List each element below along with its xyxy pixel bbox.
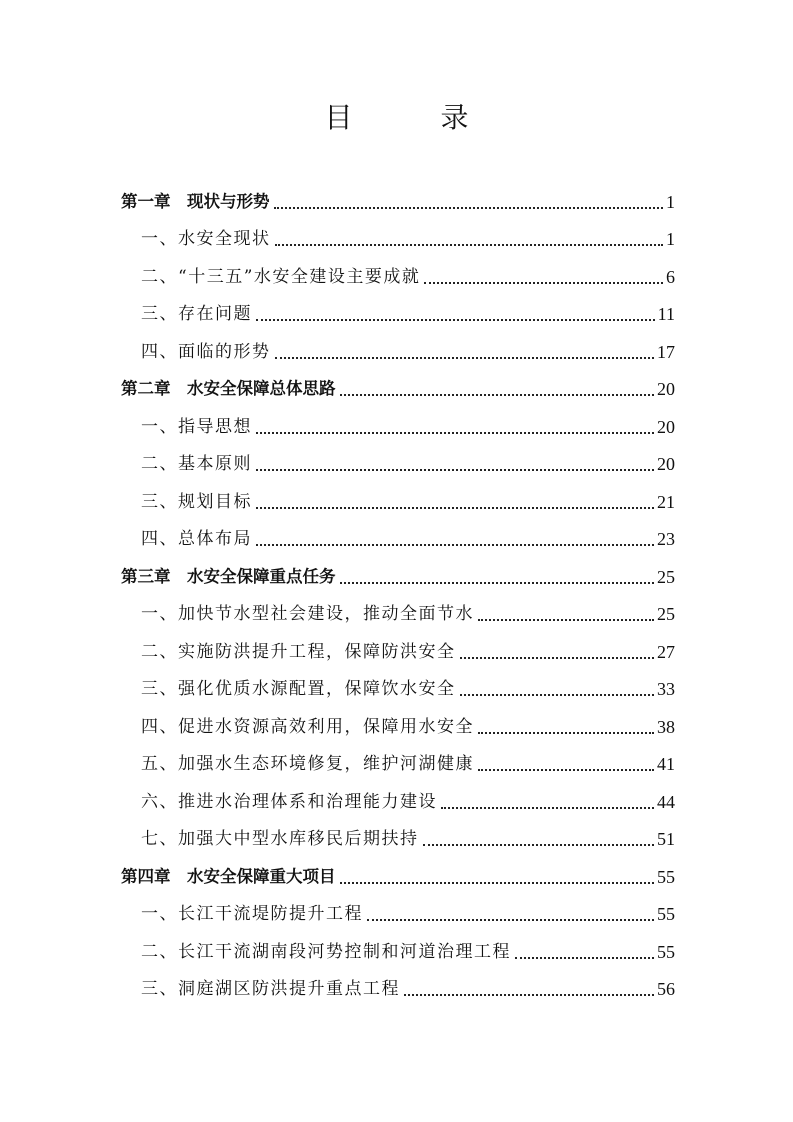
toc-page-number: 1 <box>666 229 675 249</box>
toc-section-entry[interactable] <box>121 401 675 439</box>
toc-section-entry[interactable] <box>121 626 675 664</box>
toc-entry-label: 七、加强大中型水库移民后期扶持 <box>141 829 419 849</box>
dot-leader <box>367 919 654 921</box>
toc-page-number: 27 <box>657 641 675 662</box>
table-of-contents <box>121 176 675 1001</box>
toc-page-number: 56 <box>657 979 675 999</box>
toc-entry-label: 四、总体布局 <box>141 529 252 549</box>
toc-entry-label: 一、长江干流堤防提升工程 <box>141 904 363 924</box>
toc-chapter-entry[interactable] <box>121 364 675 402</box>
toc-chapter-entry[interactable] <box>121 176 675 214</box>
toc-entry-label: 五、加强水生态环境修复，维护河湖健康 <box>141 754 474 774</box>
toc-section-entry[interactable] <box>121 926 675 964</box>
dot-leader <box>340 882 655 884</box>
toc-section-entry[interactable] <box>121 326 675 364</box>
dot-leader <box>423 844 655 846</box>
toc-entry-label: 一、指导思想 <box>141 416 252 437</box>
toc-page-number: 20 <box>657 379 675 399</box>
toc-section-entry[interactable] <box>121 701 675 739</box>
toc-page-number: 11 <box>657 304 675 324</box>
toc-page-number: 25 <box>657 566 675 587</box>
toc-entry-label: 三、洞庭湖区防洪提升重点工程 <box>141 979 400 999</box>
toc-entry-label: 三、存在问题 <box>141 304 252 324</box>
toc-page-number: 55 <box>657 904 675 924</box>
toc-page-number: 44 <box>657 791 675 812</box>
dot-leader <box>424 282 663 284</box>
toc-page-number: 20 <box>657 416 675 437</box>
toc-entry-label: 第一章 现状与形势 <box>121 191 270 211</box>
dot-leader <box>478 732 654 734</box>
toc-chapter-entry[interactable] <box>121 551 675 589</box>
toc-page-number: 25 <box>657 604 675 624</box>
toc-page-number: 55 <box>657 866 675 887</box>
toc-section-entry[interactable] <box>121 889 675 927</box>
toc-entry-label: 四、促进水资源高效利用，保障用水安全 <box>141 716 474 737</box>
dot-leader <box>256 507 654 509</box>
toc-entry-label: 二、实施防洪提升工程，保障防洪安全 <box>141 641 456 662</box>
toc-section-entry[interactable] <box>121 514 675 552</box>
toc-page-number: 6 <box>666 266 675 287</box>
dot-leader <box>275 244 664 246</box>
toc-entry-label: 三、强化优质水源配置，保障饮水安全 <box>141 679 456 699</box>
toc-entry-label: 三、规划目标 <box>141 491 252 512</box>
dot-leader <box>460 657 655 659</box>
toc-chapter-entry[interactable] <box>121 851 675 889</box>
toc-page-number: 1 <box>666 191 675 212</box>
dot-leader <box>256 319 655 321</box>
dot-leader <box>515 957 654 959</box>
toc-section-entry[interactable] <box>121 664 675 702</box>
dot-leader <box>256 469 654 471</box>
toc-section-entry[interactable] <box>121 776 675 814</box>
toc-page-number: 33 <box>657 679 675 699</box>
toc-page-number: 55 <box>657 941 675 962</box>
dot-leader <box>478 619 654 621</box>
dot-leader <box>274 207 664 209</box>
toc-section-entry[interactable] <box>121 964 675 1002</box>
toc-entry-label: 二、“十三五”水安全建设主要成就 <box>141 266 421 287</box>
toc-entry-label: 第三章 水安全保障重点任务 <box>121 566 336 586</box>
toc-page-number: 38 <box>657 716 675 737</box>
toc-section-entry[interactable] <box>121 439 675 477</box>
toc-section-entry[interactable] <box>121 214 675 252</box>
toc-entry-label: 第二章 水安全保障总体思路 <box>121 379 336 398</box>
toc-entry-label: 四、面临的形势 <box>141 341 271 362</box>
toc-section-entry[interactable] <box>121 739 675 777</box>
toc-page-number: 41 <box>657 754 675 774</box>
dot-leader <box>256 432 654 434</box>
toc-page-number: 20 <box>657 454 675 474</box>
toc-entry-label: 一、加快节水型社会建设，推动全面节水 <box>141 604 474 624</box>
toc-entry-label: 一、水安全现状 <box>141 229 271 249</box>
toc-page-number: 51 <box>657 829 675 849</box>
dot-leader <box>340 582 655 584</box>
toc-section-entry[interactable] <box>121 476 675 514</box>
dot-leader <box>404 994 654 996</box>
toc-page-number: 23 <box>657 529 675 549</box>
toc-entry-label: 第四章 水安全保障重大项目 <box>121 866 336 886</box>
dot-leader <box>460 694 655 696</box>
dot-leader <box>256 544 654 546</box>
toc-page-number: 21 <box>657 491 675 512</box>
dot-leader <box>275 357 655 359</box>
toc-section-entry[interactable] <box>121 814 675 852</box>
toc-entry-label: 二、基本原则 <box>141 454 252 474</box>
toc-section-entry[interactable] <box>121 289 675 327</box>
toc-section-entry[interactable] <box>121 589 675 627</box>
toc-page-number: 17 <box>657 341 675 362</box>
toc-entry-label: 二、长江干流湖南段河势控制和河道治理工程 <box>141 941 511 962</box>
dot-leader <box>478 769 654 771</box>
toc-entry-label: 六、推进水治理体系和治理能力建设 <box>141 791 437 812</box>
toc-title: 目 录 <box>324 101 499 134</box>
dot-leader <box>441 807 654 809</box>
dot-leader <box>340 394 655 396</box>
toc-section-entry[interactable] <box>121 251 675 289</box>
